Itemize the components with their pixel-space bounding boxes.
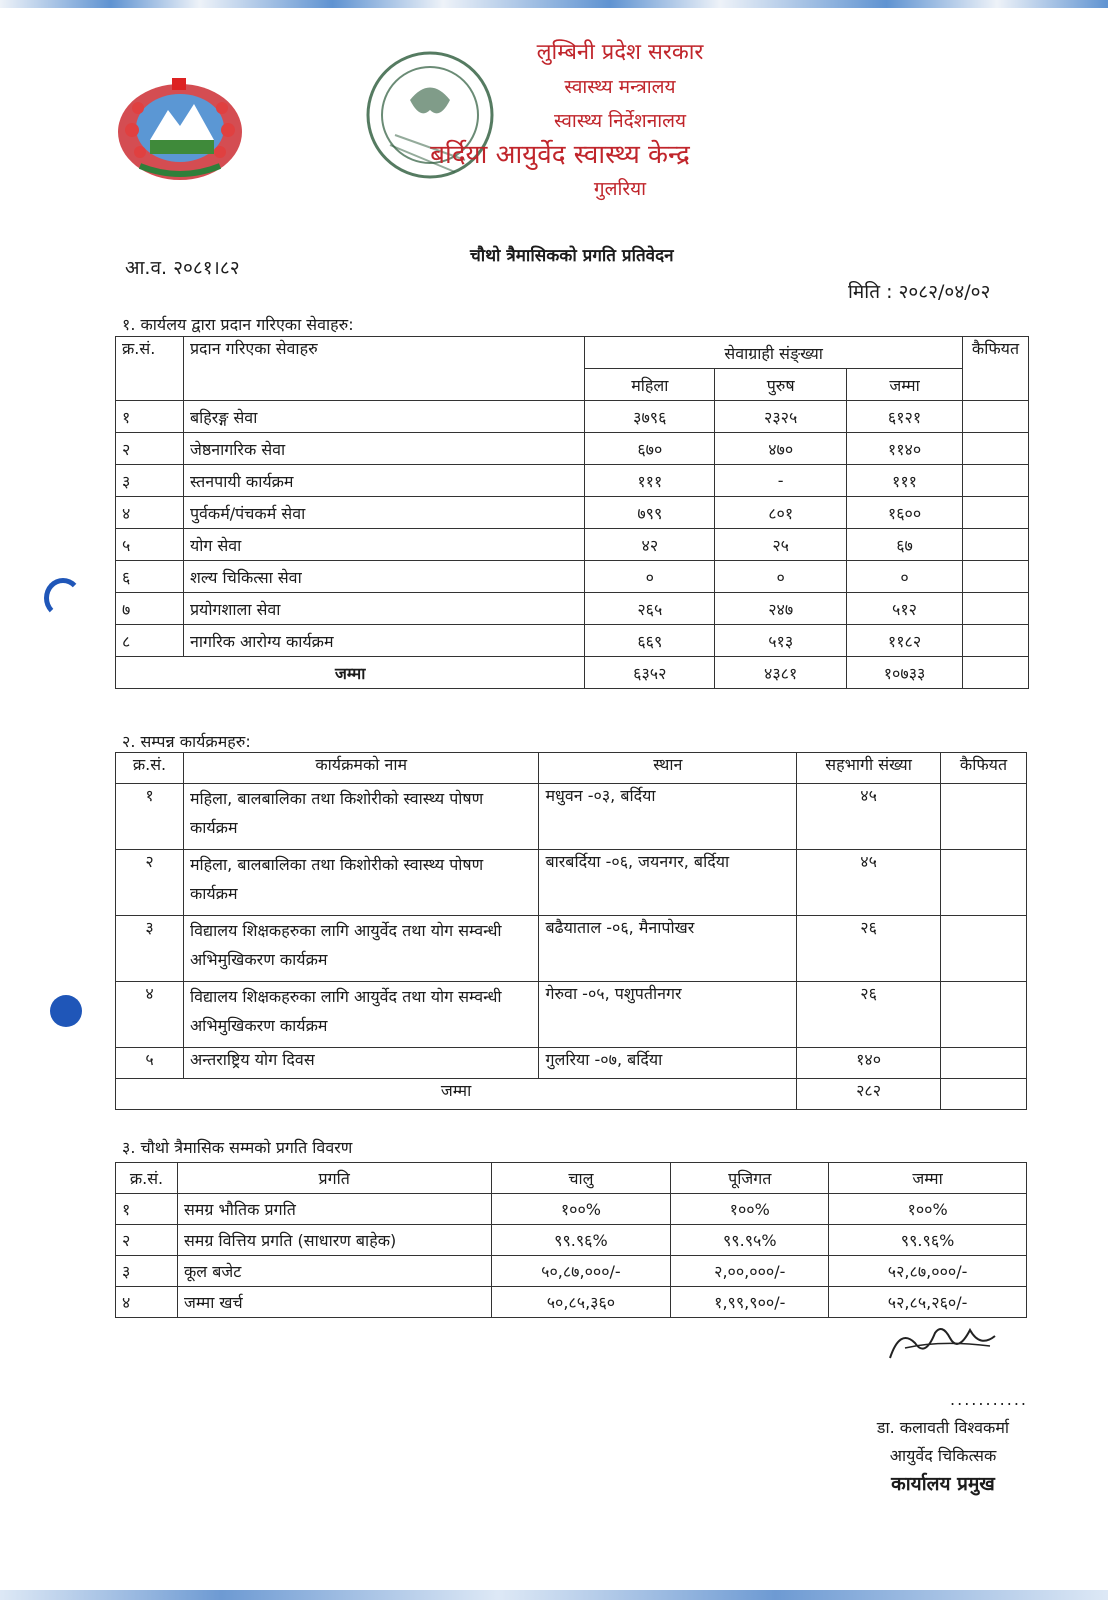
cell-male: ५१३ xyxy=(715,625,847,657)
cell-capital: २,००,०००/- xyxy=(671,1256,829,1287)
cell-capital: १,९९,९००/- xyxy=(671,1287,829,1318)
cell-male: ० xyxy=(715,561,847,593)
table-total-row xyxy=(116,1079,1027,1110)
cell-sn: ३ xyxy=(116,1256,178,1287)
cell-service: शल्य चिकित्सा सेवा xyxy=(183,561,584,593)
services-table xyxy=(115,336,1029,689)
cell-total: ५२,८७,०००/- xyxy=(829,1256,1027,1287)
col-group: सेवाग्राही संङ्ख्या xyxy=(585,337,963,369)
ministry-name: स्वास्थ्य मन्त्रालय xyxy=(564,76,676,98)
table-row xyxy=(116,1225,1027,1256)
total-male: ४३८१ xyxy=(715,657,847,689)
location-name: गुलरिया xyxy=(593,178,647,200)
cell-name: विद्यालय शिक्षकहरुका लागि आयुर्वेद तथा योग सम्वन्धी अभिमुखिकरण कार्यक्रम xyxy=(183,916,539,982)
col-sn: क्र.सं. xyxy=(116,1163,178,1194)
table-row xyxy=(116,497,1029,529)
cell-total: ५२,८५,२६०/- xyxy=(829,1287,1027,1318)
section2-title: २. सम्पन्न कार्यक्रमहरु: xyxy=(122,732,251,751)
total-label: जम्मा xyxy=(116,657,585,689)
cell-progress: कूल बजेट xyxy=(177,1256,491,1287)
table-row xyxy=(116,1287,1027,1318)
cell-male: ४७० xyxy=(715,433,847,465)
cell-remarks xyxy=(941,982,1027,1048)
section3-title: ३. चौथो त्रैमासिक सम्मको प्रगति विवरण xyxy=(122,1138,353,1157)
cell-female: ४२ xyxy=(585,529,715,561)
cell-female: ० xyxy=(585,561,715,593)
cell-sn: २ xyxy=(116,1225,178,1256)
cell-remarks xyxy=(962,401,1028,433)
cell-remarks xyxy=(962,561,1028,593)
cell-remarks xyxy=(962,529,1028,561)
cell-place: बढैयाताल -०६, मैनापोखर xyxy=(539,916,797,982)
cell-capital: ९९.९५% xyxy=(671,1225,829,1256)
cell-progress: समग्र भौतिक प्रगति xyxy=(177,1194,491,1225)
col-participants: सहभागी संख्या xyxy=(797,753,941,784)
cell-total: ५१२ xyxy=(847,593,963,625)
table-row xyxy=(116,593,1029,625)
cell-male: २३२५ xyxy=(715,401,847,433)
report-date: मिति : २०८२/०४/०२ xyxy=(848,281,991,303)
bottom-color-band xyxy=(0,1590,1108,1600)
cell-remarks xyxy=(962,497,1028,529)
cell-remarks xyxy=(941,1079,1027,1110)
cell-service: योग सेवा xyxy=(183,529,584,561)
cell-male: २४७ xyxy=(715,593,847,625)
col-progress: प्रगति xyxy=(177,1163,491,1194)
table-total-row xyxy=(116,657,1029,689)
nepal-emblem-icon xyxy=(110,70,250,185)
progress-table xyxy=(115,1162,1027,1318)
cell-total: ६१२१ xyxy=(847,401,963,433)
table-header-row xyxy=(116,753,1027,784)
fiscal-year: आ.व. २०८१।८२ xyxy=(125,257,240,279)
cell-participants: १४० xyxy=(797,1048,941,1079)
cell-name: विद्यालय शिक्षकहरुका लागि आयुर्वेद तथा योग सम्वन्धी अभिमुखिकरण कार्यक्रम xyxy=(183,982,539,1048)
total-total: १०७३३ xyxy=(847,657,963,689)
signature-block xyxy=(858,1386,1028,1498)
handwritten-signature-icon xyxy=(880,1318,1010,1368)
col-sn: क्र.सं. xyxy=(116,753,184,784)
cell-sn: ३ xyxy=(116,916,184,982)
col-current: चालु xyxy=(491,1163,671,1194)
table-row xyxy=(116,1048,1027,1079)
top-color-band xyxy=(0,0,1108,8)
cell-name: महिला, बालबालिका तथा किशोरीको स्वास्थ्य पोषण कार्यक्रम xyxy=(183,784,539,850)
col-remarks: कैफियत xyxy=(941,753,1027,784)
center-name: बर्दिया आयुर्वेद स्वास्थ्य केन्द्र xyxy=(430,140,690,170)
cell-total: ० xyxy=(847,561,963,593)
cell-sn: ५ xyxy=(116,529,184,561)
signatory-office: कार्यालय प्रमुख xyxy=(891,1473,995,1495)
table-header-row xyxy=(116,337,1029,369)
col-male: पुरुष xyxy=(715,369,847,401)
cell-male: २५ xyxy=(715,529,847,561)
cell-service: बहिरङ्ग सेवा xyxy=(183,401,584,433)
cell-current: ९९.९६% xyxy=(491,1225,671,1256)
cell-capital: १००% xyxy=(671,1194,829,1225)
cell-sn: ६ xyxy=(116,561,184,593)
cell-participants: ४५ xyxy=(797,850,941,916)
cell-name: महिला, बालबालिका तथा किशोरीको स्वास्थ्य पोषण कार्यक्रम xyxy=(183,850,539,916)
table-row xyxy=(116,1256,1027,1287)
province-government: लुम्बिनी प्रदेश सरकार xyxy=(536,40,704,65)
cell-total: १००% xyxy=(829,1194,1027,1225)
cell-remarks xyxy=(941,784,1027,850)
cell-remarks xyxy=(941,1048,1027,1079)
cell-total: ११८२ xyxy=(847,625,963,657)
directorate-name: स्वास्थ्य निर्देशनालय xyxy=(553,110,687,132)
col-capital: पूजिगत xyxy=(671,1163,829,1194)
cell-female: ७९९ xyxy=(585,497,715,529)
organization-header xyxy=(430,36,750,206)
col-service: प्रदान गरिएका सेवाहरु xyxy=(183,337,584,401)
cell-sn: ४ xyxy=(116,1287,178,1318)
col-total: जम्मा xyxy=(829,1163,1027,1194)
cell-progress: समग्र वित्तिय प्रगति (साधारण बाहेक) xyxy=(177,1225,491,1256)
table-header-row xyxy=(116,1163,1027,1194)
table-row xyxy=(116,850,1027,916)
cell-sn: १ xyxy=(116,784,184,850)
table-row xyxy=(116,916,1027,982)
cell-service: नागरिक आरोग्य कार्यक्रम xyxy=(183,625,584,657)
cell-total: १११ xyxy=(847,465,963,497)
cell-remarks xyxy=(941,850,1027,916)
cell-sn: ४ xyxy=(116,497,184,529)
cell-female: ३७९६ xyxy=(585,401,715,433)
cell-participants: २६ xyxy=(797,982,941,1048)
total-female: ६३५२ xyxy=(585,657,715,689)
punch-hole-mark xyxy=(50,995,82,1027)
table-row xyxy=(116,529,1029,561)
signature-dots: ........... xyxy=(950,1390,1028,1409)
cell-current: ५०,८७,०००/- xyxy=(491,1256,671,1287)
cell-place: मधुवन -०३, बर्दिया xyxy=(539,784,797,850)
cell-sn: १ xyxy=(116,401,184,433)
cell-remarks xyxy=(962,657,1028,689)
cell-place: बारबर्दिया -०६, जयनगर, बर्दिया xyxy=(539,850,797,916)
col-female: महिला xyxy=(585,369,715,401)
cell-sn: ५ xyxy=(116,1048,184,1079)
col-remarks: कैफियत xyxy=(962,337,1028,401)
table-row xyxy=(116,784,1027,850)
table-row xyxy=(116,465,1029,497)
table-row xyxy=(116,982,1027,1048)
cell-female: १११ xyxy=(585,465,715,497)
signatory-name: डा. कलावती विश्वकर्मा xyxy=(876,1418,1010,1437)
table-row xyxy=(116,561,1029,593)
cell-total: ९९.९६% xyxy=(829,1225,1027,1256)
cell-remarks xyxy=(962,433,1028,465)
total-participants: २८२ xyxy=(797,1079,941,1110)
cell-female: ६६९ xyxy=(585,625,715,657)
programs-table xyxy=(115,752,1027,1110)
cell-sn: ७ xyxy=(116,593,184,625)
cell-sn: ४ xyxy=(116,982,184,1048)
signatory-designation: आयुर्वेद चिकित्सक xyxy=(889,1446,997,1465)
cell-male: - xyxy=(715,465,847,497)
cell-female: ६७० xyxy=(585,433,715,465)
cell-sn: २ xyxy=(116,433,184,465)
cell-remarks xyxy=(962,625,1028,657)
section1-title: १. कार्यलय द्वारा प्रदान गरिएका सेवाहरु: xyxy=(122,315,354,334)
cell-sn: ३ xyxy=(116,465,184,497)
col-sn: क्र.सं. xyxy=(116,337,184,401)
cell-service: प्रयोगशाला सेवा xyxy=(183,593,584,625)
cell-service: पुर्वकर्म/पंचकर्म सेवा xyxy=(183,497,584,529)
cell-male: ८०१ xyxy=(715,497,847,529)
cell-participants: २६ xyxy=(797,916,941,982)
table-row xyxy=(116,625,1029,657)
cell-total: ११४० xyxy=(847,433,963,465)
cell-participants: ४५ xyxy=(797,784,941,850)
cell-name: अन्तराष्ट्रिय योग दिवस xyxy=(183,1048,539,1079)
cell-sn: ८ xyxy=(116,625,184,657)
punch-hole-mark xyxy=(44,578,82,618)
cell-total: ६७ xyxy=(847,529,963,561)
cell-current: १००% xyxy=(491,1194,671,1225)
cell-remarks xyxy=(941,916,1027,982)
table-row xyxy=(116,1194,1027,1225)
table-row xyxy=(116,433,1029,465)
cell-remarks xyxy=(962,593,1028,625)
cell-sn: २ xyxy=(116,850,184,916)
cell-remarks xyxy=(962,465,1028,497)
cell-sn: १ xyxy=(116,1194,178,1225)
cell-progress: जम्मा खर्च xyxy=(177,1287,491,1318)
col-name: कार्यक्रमको नाम xyxy=(183,753,539,784)
cell-total: १६०० xyxy=(847,497,963,529)
table-row xyxy=(116,401,1029,433)
report-title: चौथो त्रैमासिकको प्रगति प्रतिवेदन xyxy=(470,246,674,266)
cell-place: गेरुवा -०५, पशुपतीनगर xyxy=(539,982,797,1048)
cell-service: स्तनपायी कार्यक्रम xyxy=(183,465,584,497)
cell-female: २६५ xyxy=(585,593,715,625)
total-label: जम्मा xyxy=(116,1079,797,1110)
cell-service: जेष्ठनागरिक सेवा xyxy=(183,433,584,465)
cell-current: ५०,८५,३६० xyxy=(491,1287,671,1318)
cell-place: गुलरिया -०७, बर्दिया xyxy=(539,1048,797,1079)
col-place: स्थान xyxy=(539,753,797,784)
col-total: जम्मा xyxy=(847,369,963,401)
